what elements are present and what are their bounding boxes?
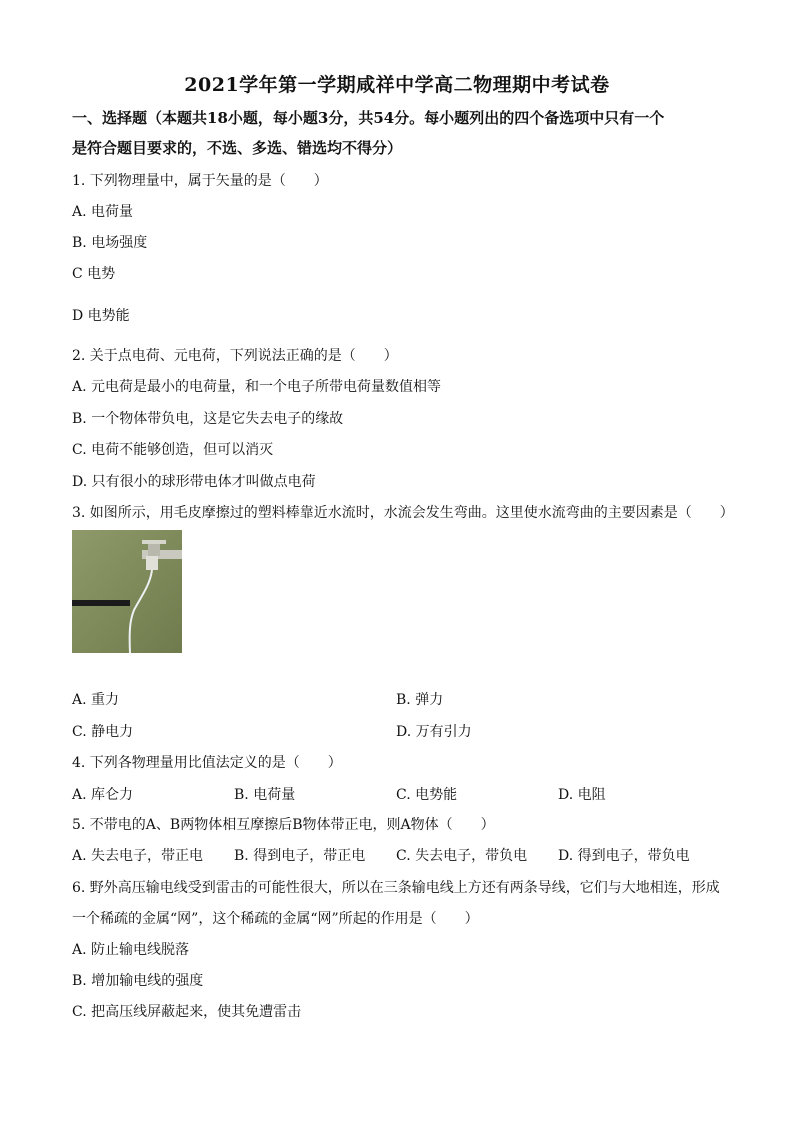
question-5-option-a: A. 失去电子，带正电 [72,848,204,864]
section-heading-line2: 是符合题目要求的，不选、多选、错选均不得分） [72,139,403,157]
question-1-option-d: D 电势能 [72,308,130,324]
water-stream-photo [72,530,182,653]
question-4-option-d: D. 电阻 [558,787,606,803]
question-4-stem: 4. 下列各物理量用比值法定义的是（ ） [72,755,342,771]
question-2-stem: 2. 关于点电荷、元电荷，下列说法正确的是（ ） [72,348,398,364]
question-3-option-d: D. 万有引力 [396,724,472,740]
question-3-option-c: C. 静电力 [72,724,134,740]
question-6-option-b: B. 增加输电线的强度 [72,973,204,989]
question-4-option-b: B. 电荷量 [234,787,296,803]
question-3-option-a: A. 重力 [72,692,120,708]
question-1-option-a: A. 电荷量 [72,204,134,220]
question-5-stem: 5. 不带电的A、B两物体相互摩擦后B物体带正电，则A物体（ ） [72,817,495,833]
section-heading-line1: 一、选择题（本题共18小题，每小题3分，共54分。每小题列出的四个备选项中只有一个 [72,109,665,127]
question-1-option-c: C 电势 [72,266,116,282]
page-title: 2021学年第一学期咸祥中学高二物理期中考试卷 [184,74,610,96]
question-5-option-b: B. 得到电子，带正电 [234,848,366,864]
question-3-stem: 3. 如图所示，用毛皮摩擦过的塑料棒靠近水流时，水流会发生弯曲。这里使水流弯曲的主要因素是（ ） [72,505,734,521]
question-4-option-a: A. 库仑力 [72,787,134,803]
question-6-stem-line2: 一个稀疏的金属“网”，这个稀疏的金属“网”所起的作用是（ ） [72,911,479,927]
question-6-stem-line1: 6. 野外高压输电线受到雷击的可能性很大，所以在三条输电线上方还有两条导线，它们与大地相连，形成 [72,880,720,896]
question-6-option-a: A. 防止输电线脱落 [72,942,190,958]
question-2-option-b: B. 一个物体带负电，这是它失去电子的缘故 [72,411,344,427]
question-4-option-c: C. 电势能 [396,787,458,803]
question-5-option-d: D. 得到电子，带负电 [558,848,690,864]
question-1-stem: 1. 下列物理量中，属于矢量的是（ ） [72,173,328,189]
question-3-option-b: B. 弹力 [396,692,444,708]
question-2-option-a: A. 元电荷是最小的电荷量，和一个电子所带电荷量数值相等 [72,379,442,395]
question-6-option-c: C. 把高压线屏蔽起来，使其免遭雷击 [72,1004,302,1020]
question-2-option-c: C. 电荷不能够创造，但可以消灭 [72,442,274,458]
question-5-option-c: C. 失去电子，带负电 [396,848,528,864]
question-2-option-d: D. 只有很小的球形带电体才叫做点电荷 [72,474,316,490]
question-1-option-b: B. 电场强度 [72,235,148,251]
water-stream-illustration [72,530,182,653]
